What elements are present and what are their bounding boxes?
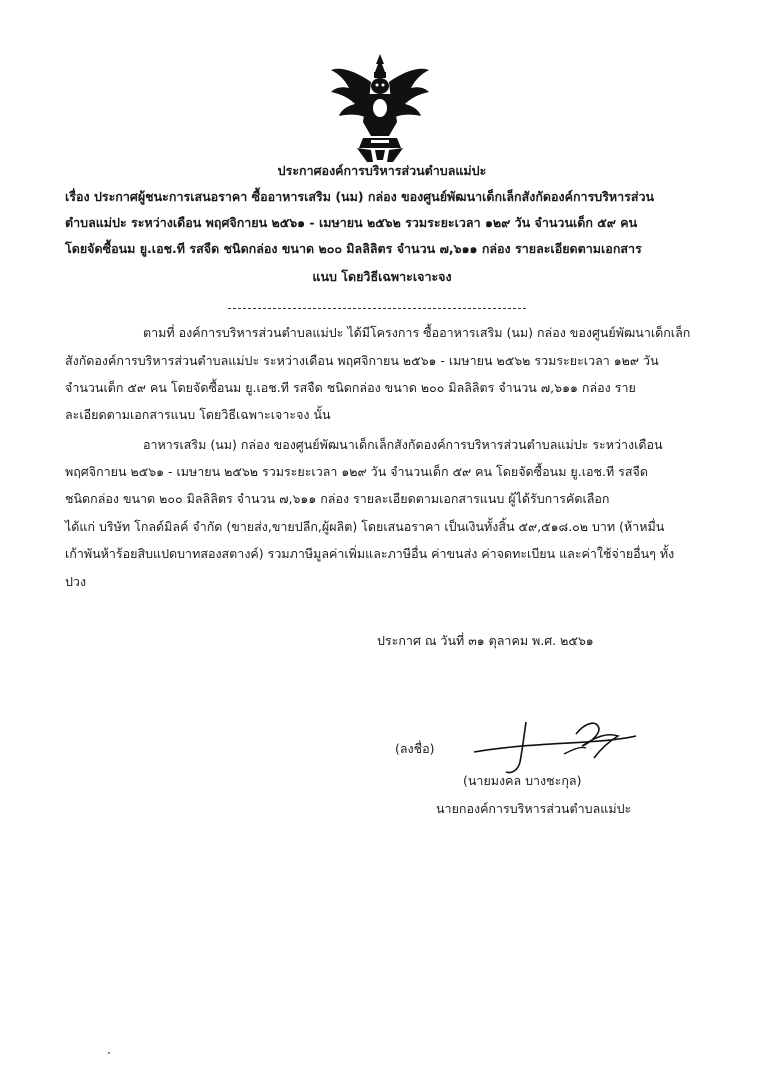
para2-line-5: เก้าพันห้าร้อยสิบแปดบาทสองสตางค์) รวมภาษีมูลค่าเพิ่มและภาษีอื่น ค่าขนส่ง ค่าจดทะเบียน และค่าใช้จ่ายอื่นๆ ทั้ง [65,546,675,561]
subject-line-3: โดยจัดซื้อนม ยู.เอช.ที รสจืด ชนิดกล่อง ขนาด ๒๐๐ มิลลิลิตร จำนวน ๗,๖๑๑ กล่อง รายละเอียดตามเอกสาร [65,241,642,256]
scan-speck [108,1052,110,1054]
para2-line-2: พฤศจิกายน ๒๕๖๑ - เมษายน ๒๕๖๒ รวมระยะเวลา ๑๒๙ วัน จำนวนเด็ก ๕๙ คน โดยจัดซื้อนม ยู.เอช.ที รสจืด [65,464,648,479]
para2-line-3: ชนิดกล่อง ขนาด ๒๐๐ มิลลิลิตร จำนวน ๗,๖๑๑ กล่อง รายละเอียดตามเอกสารแนบ ผู้ได้รับการคัดเลือก [65,491,610,506]
signer-name: (นายมงคล บางชะกุล) [463,773,582,788]
signature-label: (ลงชื่อ) [395,741,435,756]
para1-line-1: ตามที่ องค์การบริหารส่วนตำบลแม่ปะ ได้มีโครงการ ซื้ออาหารเสริม (นม) กล่อง ของศูนย์พัฒนาเด็กเล็ก [143,325,691,340]
subject-line-1: เรื่อง ประกาศผู้ชนะการเสนอราคา ซื้ออาหารเสริม (นม) กล่อง ของศูนย์พัฒนาเด็กเล็กสังกัดองค์การบริหารส่วน [65,189,655,204]
subject-line-4: แนบ โดยวิธีเฉพาะเจาะจง [312,269,452,284]
subject-line-2: ตำบลแม่ปะ ระหว่างเดือน พฤศจิกายน ๒๕๖๑ - เมษายน ๒๕๖๒ รวมระยะเวลา ๑๒๙ วัน จำนวนเด็ก ๕๙ คน [65,215,638,230]
document-title: ประกาศองค์การบริหารส่วนตำบลแม่ปะ [277,163,487,178]
garuda-emblem-icon [327,52,433,164]
para1-line-2: สังกัดองค์การบริหารส่วนตำบลแม่ปะ ระหว่างเดือน พฤศจิกายน ๒๕๖๑ - เมษายน ๒๕๖๒ รวมระยะเวลา ๑๒๙ วัน [65,353,659,368]
signer-position: นายกองค์การบริหารส่วนตำบลแม่ปะ [436,801,632,816]
separator-line [228,308,526,309]
para1-line-3: จำนวนเด็ก ๕๙ คน โดยจัดซื้อนม ยู.เอช.ที รสจืด ชนิดกล่อง ขนาด ๒๐๐ มิลลิลิตร จำนวน ๗,๖๑๑ กล่อง ราย [65,380,636,395]
announce-date: ประกาศ ณ วันที่ ๓๑ ตุลาคม พ.ศ. ๒๕๖๑ [377,633,594,648]
para1-line-4: ละเอียดตามเอกสารแนบ โดยวิธีเฉพาะเจาะจง นั้น [65,407,331,422]
para2-line-4: ได้แก่ บริษัท โกลด์มิลค์ จำกัด (ขายส่ง,ขายปลีก,ผู้ผลิต) โดยเสนอราคา เป็นเงินทั้งสิ้น ๕๙,๕๑๘.๐๒ บาท (ห้าหมื่น [65,519,665,534]
para2-line-6: ปวง [65,574,87,589]
para2-line-1: อาหารเสริม (นม) กล่อง ของศูนย์พัฒนาเด็กเล็กสังกัดองค์การบริหารส่วนตำบลแม่ปะ ระหว่างเดือน [143,437,663,452]
